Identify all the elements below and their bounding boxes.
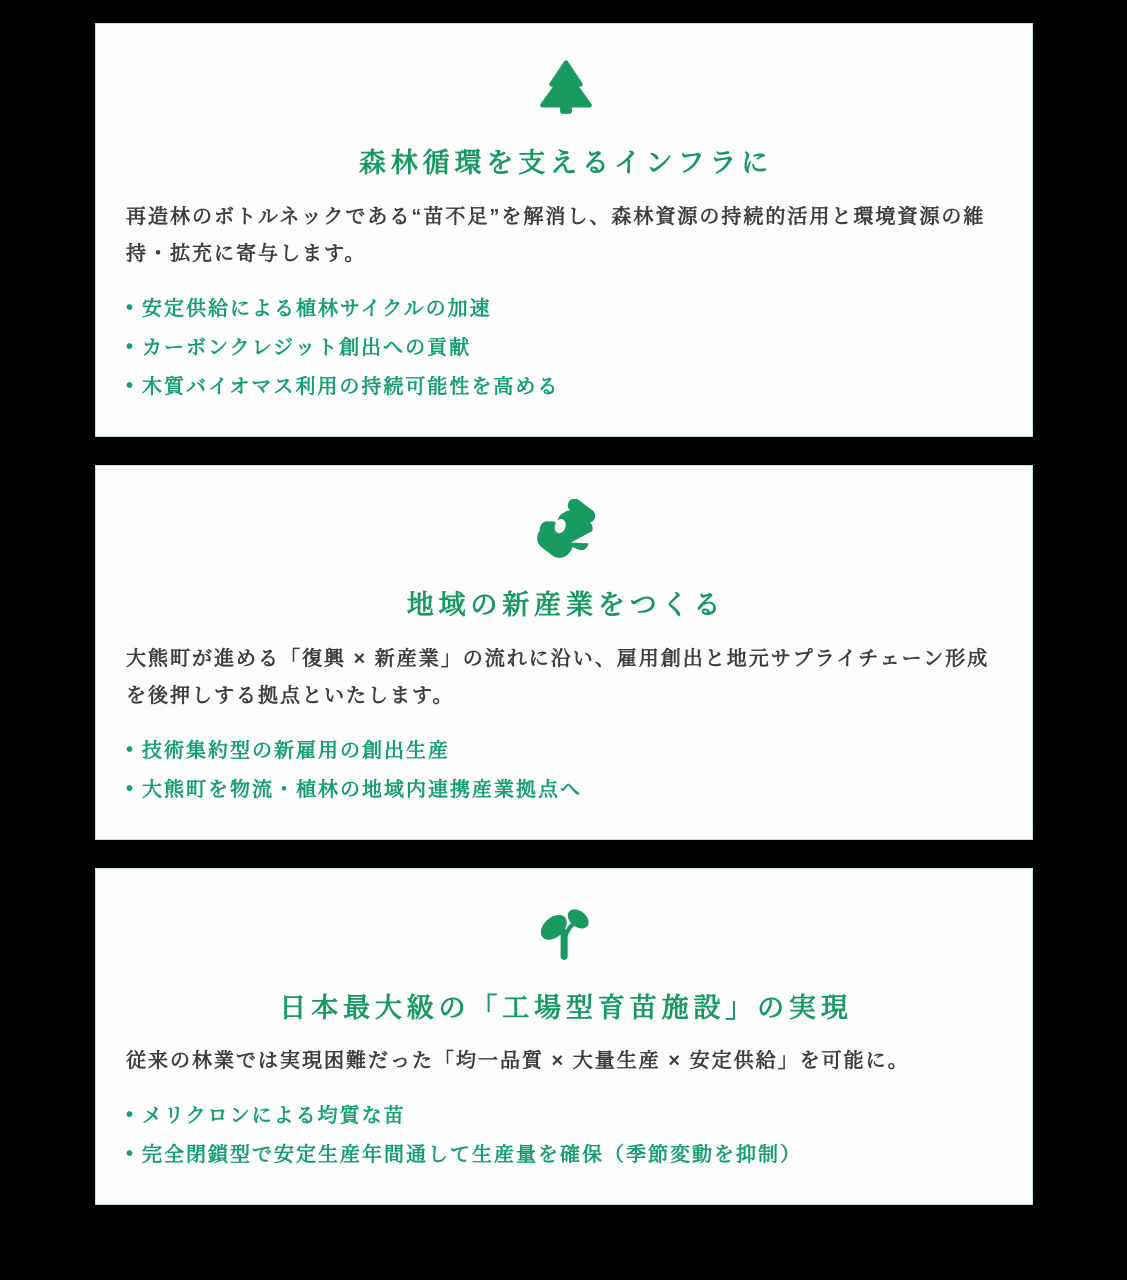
bullet-list [126, 1102, 1006, 1170]
list-item: • カーボンクレジット創出への貢献 [126, 334, 1006, 363]
list-item: • 安定供給による植林サイクルの加速 [126, 295, 1006, 324]
list-item: • 木質バイオマス利用の持続可能性を高める [126, 373, 1006, 402]
card-description: 従来の林業では実現困難だった「均一品質 × 大量生産 × 安定供給」を可能に。 [126, 1050, 910, 1073]
bullet-list [126, 737, 1006, 805]
list-item: • メリクロンによる均質な苗 [126, 1102, 1006, 1131]
card-description: 大熊町が進める「復興 × 新産業」の流れに沿い、雇用創出と地元サプライチェーン形成を後押しする拠点といたします。 [126, 647, 990, 707]
list-item: • 技術集約型の新雇用の創出生産 [126, 737, 1006, 766]
card-regional-industry [95, 465, 1033, 840]
card-title: 森林循環を支えるインフラに [358, 148, 774, 178]
card-title: 地域の新産業をつくる [406, 589, 726, 620]
card-nursery-facility [95, 868, 1033, 1206]
card-forest-infrastructure [95, 23, 1033, 437]
handshake-icon [126, 499, 1006, 563]
card-title: 日本最大級の「工場型育苗施設」の実現 [279, 992, 853, 1023]
list-item: • 大熊町を物流・植林の地域内連携産業拠点へ [126, 776, 1006, 805]
card-description: 再造林のボトルネックである“苗不足”を解消し、森林資源の持続的活用と環境資源の維持・拡充に寄与します。 [126, 205, 986, 265]
tree-icon [126, 57, 1006, 121]
seedling-icon [126, 902, 1006, 966]
card-stack [95, 23, 1033, 1205]
bullet-list [126, 295, 1006, 402]
list-item: • 完全閉鎖型で安定生産年間通して生産量を確保（季節変動を抑制） [126, 1141, 1006, 1170]
